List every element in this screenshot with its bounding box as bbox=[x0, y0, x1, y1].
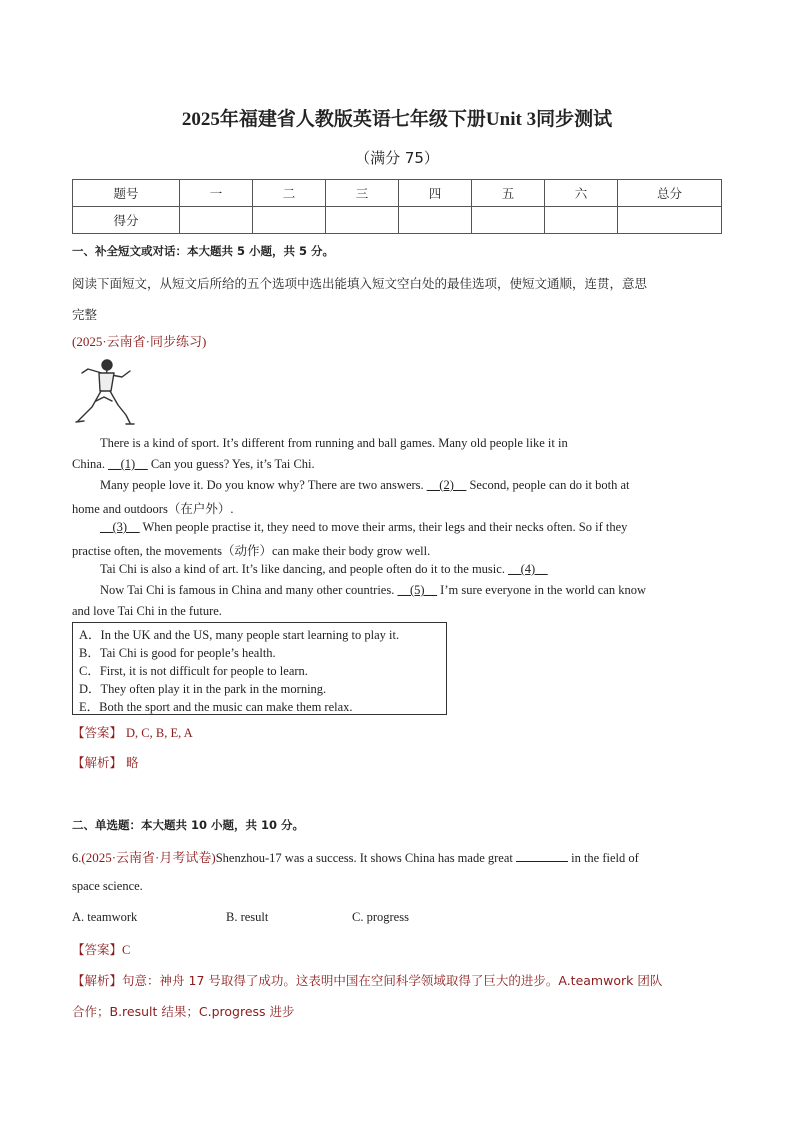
option-c[interactable]: C．First, it is not difficult for people to learn. bbox=[79, 664, 308, 678]
score-header-cell: 总分 bbox=[618, 180, 722, 207]
passage-line: Tai Chi is also a kind of art. It’s like dancing, and people often do it to the music. __(4)__ bbox=[100, 562, 548, 576]
score-header-cell: 六 bbox=[545, 180, 618, 207]
q6-answer: 【答案】C bbox=[72, 942, 131, 957]
score-header-cell: 一 bbox=[180, 180, 253, 207]
score-cell[interactable] bbox=[472, 207, 545, 234]
passage-line: practise often, the movements（动作）can make their body grow well. bbox=[72, 544, 431, 558]
score-header-cell: 三 bbox=[326, 180, 399, 207]
q6-option-b[interactable]: B. result bbox=[226, 910, 269, 924]
blank-4[interactable]: __(4)__ bbox=[508, 562, 548, 576]
option-b[interactable]: B．Tai Chi is good for people’s health. bbox=[79, 646, 276, 660]
question-6: 6.(2025·云南省·月考试卷)Shenzhou-17 was a success. It shows China has made great in the field of bbox=[72, 850, 639, 865]
score-cell[interactable] bbox=[253, 207, 326, 234]
section1-heading: 一、补全短文或对话：本大题共 5 小题，共 5 分。 bbox=[72, 244, 335, 258]
blank-3[interactable]: __(3)__ bbox=[100, 520, 140, 534]
score-row-label: 得分 bbox=[73, 207, 180, 234]
passage-line: There is a kind of sport. It’s different from running and ball games. Many old people like it in bbox=[100, 436, 568, 450]
score-header-cell: 题号 bbox=[73, 180, 180, 207]
score-table-score-row bbox=[73, 207, 722, 234]
blank-5[interactable]: __(5)__ bbox=[397, 583, 438, 597]
option-e[interactable]: E．Both the sport and the music can make them relax. bbox=[79, 700, 353, 714]
section1-instruction-cont: 完整 bbox=[72, 307, 98, 322]
passage-line: China. __(1)__ Can you guess? Yes, it’s Tai Chi. bbox=[72, 457, 315, 471]
tai-chi-figure-icon bbox=[74, 357, 136, 429]
section1-instruction: 阅读下面短文，从短文后所给的五个选项中选出能填入短文空白处的最佳选项，使短文通顺，连贯，意思 bbox=[72, 276, 648, 291]
score-table-header-row bbox=[73, 180, 722, 207]
full-score: （满分 75） bbox=[355, 149, 439, 167]
passage-line: Now Tai Chi is famous in China and many other countries. __(5)__ I’m sure everyone in the world can know bbox=[100, 583, 647, 597]
option-d[interactable]: D．They often play it in the park in the morning. bbox=[79, 682, 327, 696]
section1-source: (2025·云南省·同步练习) bbox=[72, 334, 207, 349]
score-table bbox=[72, 179, 722, 234]
question-6-cont: space science. bbox=[72, 879, 143, 893]
q6-analysis-cont: 合作；B.result 结果；C.progress 进步 bbox=[72, 1004, 295, 1019]
passage-line: __(3)__ When people practise it, they need to move their arms, their legs and their necks often. So if they bbox=[100, 520, 628, 534]
q6-analysis: 【解析】句意：神舟 17 号取得了成功。这表明中国在空间科学领域取得了巨大的进步。A.teamwork 团队 bbox=[72, 973, 663, 988]
score-cell[interactable] bbox=[180, 207, 253, 234]
score-header-cell: 五 bbox=[472, 180, 545, 207]
passage-line: Many people love it. Do you know why? There are two answers. __(2)__ Second, people can do it both at bbox=[100, 478, 630, 492]
question-6-blank[interactable] bbox=[516, 849, 568, 862]
page-title: 2025年福建省人教版英语七年级下册Unit 3同步测试 bbox=[181, 109, 613, 130]
score-header-cell: 四 bbox=[399, 180, 472, 207]
section1-analysis: 【解析】 略 bbox=[72, 755, 139, 770]
section2-heading: 二、单选题：本大题共 10 小题，共 10 分。 bbox=[72, 818, 305, 832]
score-header-cell: 二 bbox=[253, 180, 326, 207]
passage-line: home and outdoors（在户外）. bbox=[72, 502, 234, 516]
q6-option-a[interactable]: A. teamwork bbox=[72, 910, 138, 924]
passage-line: and love Tai Chi in the future. bbox=[72, 604, 222, 618]
score-cell[interactable] bbox=[545, 207, 618, 234]
score-cell[interactable] bbox=[399, 207, 472, 234]
blank-2[interactable]: __(2)__ bbox=[426, 478, 467, 492]
section1-answer: 【答案】 D, C, B, E, A bbox=[72, 725, 193, 740]
blank-1[interactable]: __(1)__ bbox=[108, 457, 148, 471]
option-a[interactable]: A．In the UK and the US, many people start learning to play it. bbox=[79, 628, 400, 642]
question-6-source: (2025·云南省·月考试卷) bbox=[81, 850, 216, 865]
score-cell[interactable] bbox=[618, 207, 722, 234]
q6-option-c[interactable]: C. progress bbox=[352, 910, 409, 924]
score-cell[interactable] bbox=[326, 207, 399, 234]
